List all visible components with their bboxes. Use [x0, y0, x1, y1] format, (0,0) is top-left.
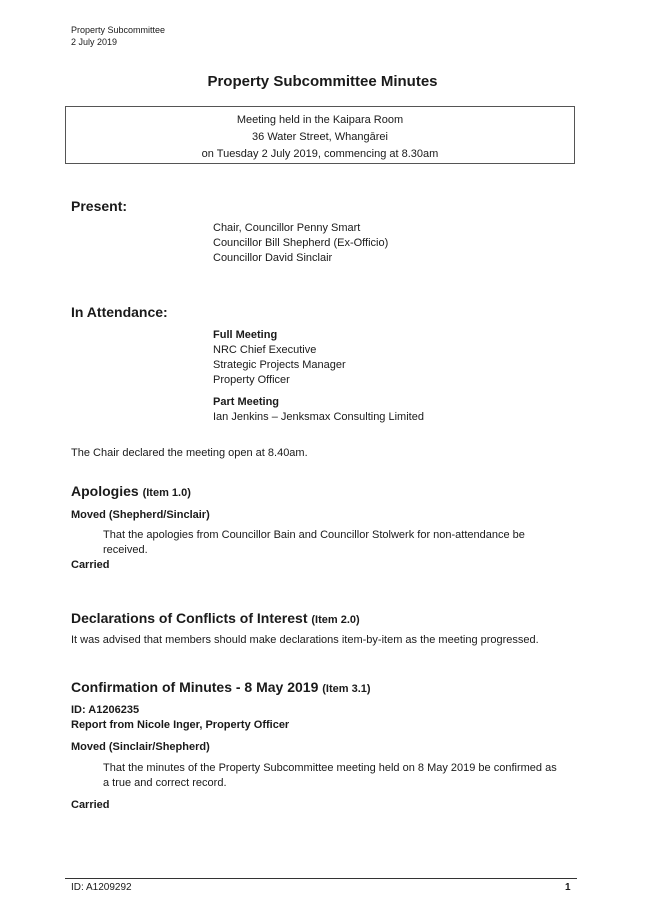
apologies-resolution-line: received. — [103, 544, 148, 556]
present-member: Councillor Bill Shepherd (Ex-Officio) — [213, 237, 389, 249]
full-meeting-label: Full Meeting — [213, 329, 278, 341]
apologies-resolution — [103, 528, 525, 558]
opening-statement: The Chair declared the meeting open at 8.40am. — [71, 447, 308, 459]
declarations-item-number: (Item 2.0) — [311, 614, 360, 626]
attendance-part-list — [213, 395, 424, 425]
apologies-carried: Carried — [71, 559, 110, 571]
confirmation-heading — [71, 679, 371, 695]
declarations-heading — [71, 610, 360, 626]
confirmation-carried: Carried — [71, 799, 110, 811]
part-meeting-label: Part Meeting — [213, 396, 280, 408]
apologies-moved: Moved (Shepherd/Sinclair) — [71, 509, 210, 521]
footer-divider — [65, 878, 577, 879]
footer-doc-id: ID: A1209292 — [71, 882, 132, 893]
declarations-title: Declarations of Conflicts of Interest — [71, 610, 308, 626]
attendee: NRC Chief Executive — [213, 344, 317, 356]
meeting-details-box — [65, 106, 575, 164]
apologies-resolution-line: That the apologies from Councillor Bain and Councillor Stolwerk for non-attendance be — [103, 529, 525, 541]
running-header-committee: Property Subcommittee — [71, 25, 166, 35]
confirmation-resolution-line: That the minutes of the Property Subcommittee meeting held on 8 May 2019 be confirmed as — [103, 762, 557, 774]
footer-page-number: 1 — [565, 882, 571, 893]
attendee: Ian Jenkins – Jenksmax Consulting Limited — [213, 411, 424, 423]
apologies-item-number: (Item 1.0) — [142, 487, 191, 499]
present-heading: Present: — [71, 198, 128, 214]
meeting-address: 36 Water Street, Whangārei — [252, 131, 388, 143]
meeting-location: Meeting held in the Kaipara Room — [236, 114, 404, 126]
declarations-text: It was advised that members should make declarations item-by-item as the meeting progressed. — [71, 634, 539, 646]
apologies-heading — [71, 483, 191, 499]
confirmation-id: ID: A1206235 — [71, 704, 140, 716]
attendee: Strategic Projects Manager — [213, 359, 346, 371]
present-list — [213, 221, 388, 266]
confirmation-moved: Moved (Sinclair/Shepherd) — [71, 741, 210, 753]
page-title: Property Subcommittee Minutes — [207, 73, 438, 90]
attendance-heading: In Attendance: — [71, 304, 168, 320]
confirmation-item-number: (Item 3.1) — [322, 683, 371, 695]
confirmation-resolution-line: a true and correct record. — [103, 777, 227, 789]
present-member: Councillor David Sinclair — [213, 252, 333, 264]
confirmation-report: Report from Nicole Inger, Property Officer — [71, 719, 290, 731]
present-member: Chair, Councillor Penny Smart — [213, 222, 361, 234]
meeting-datetime: on Tuesday 2 July 2019, commencing at 8.30am — [201, 148, 439, 160]
attendee: Property Officer — [213, 374, 290, 386]
confirmation-title: Confirmation of Minutes - 8 May 2019 — [71, 679, 319, 695]
running-header-date: 2 July 2019 — [71, 37, 118, 47]
attendance-full-list — [213, 328, 346, 388]
confirmation-resolution — [103, 761, 557, 791]
apologies-title: Apologies — [71, 483, 139, 499]
